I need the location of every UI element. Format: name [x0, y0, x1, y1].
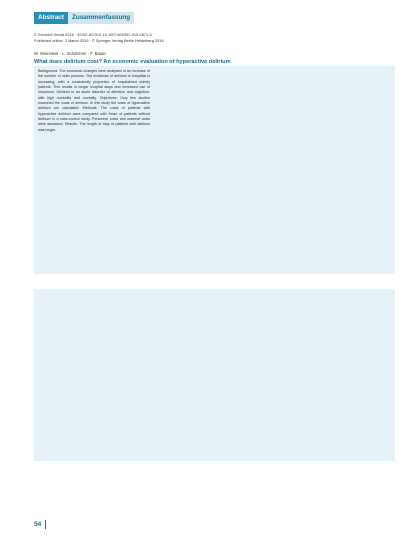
- english-col-3: [278, 69, 390, 271]
- english-title: What does delirium cost? An economic evaluation of hyperactive delirium: [34, 59, 231, 65]
- english-abstract-columns: [38, 69, 390, 271]
- authors: W. Weinstein · L. Schnitzner · F. Bauer: [34, 51, 106, 56]
- publication-line: Published online: 2 March 2016 · © Springer-Verlag Berlin Heidelberg 2016: [34, 38, 164, 43]
- german-col-2: [158, 292, 270, 458]
- english-col-1-text: Background. The economic changes were analysed in an increase of the number of older persons. The incidence of delirium in hospitals is increasing, with a consistently proportion of hospitalised elderly patients. This results in longer hospital stays and increased use of resources. Delirium is an acute disorder of attention and cognition, with high morbidity and mortality. Objectives: Only few studies examined the costs of delirium. In this study the costs of hyperactive delirium are calculated. Methods: The costs of patients with hyperactive delirium were compared with those of patients without delirium in a case-control study. Personnel costs and material costs were assessed. Results: The length of stay of patients with delirium was longer.: [38, 69, 150, 132]
- footer-separator: [45, 520, 46, 529]
- german-col-3: [278, 292, 390, 458]
- english-col-2: [158, 69, 270, 271]
- citation-line: Z Gerontol Geriat 2016 · 49:52–60 DOI 10.1007/s00391-015-0871-6: [34, 32, 152, 37]
- english-col-1: [38, 69, 150, 271]
- page-footer: [34, 520, 395, 529]
- body-col-3: [282, 468, 395, 472]
- page-number: 54: [34, 521, 42, 528]
- german-abstract-columns: [38, 292, 390, 458]
- tab-zusammenfassung: Zusammenfassung: [68, 12, 134, 24]
- section-tab: [34, 12, 130, 24]
- body-col-1: [34, 468, 147, 472]
- body-col-2: [158, 468, 271, 472]
- tab-abstract: Abstract: [34, 12, 68, 24]
- body-columns: [34, 468, 395, 472]
- german-col-1: [38, 292, 150, 458]
